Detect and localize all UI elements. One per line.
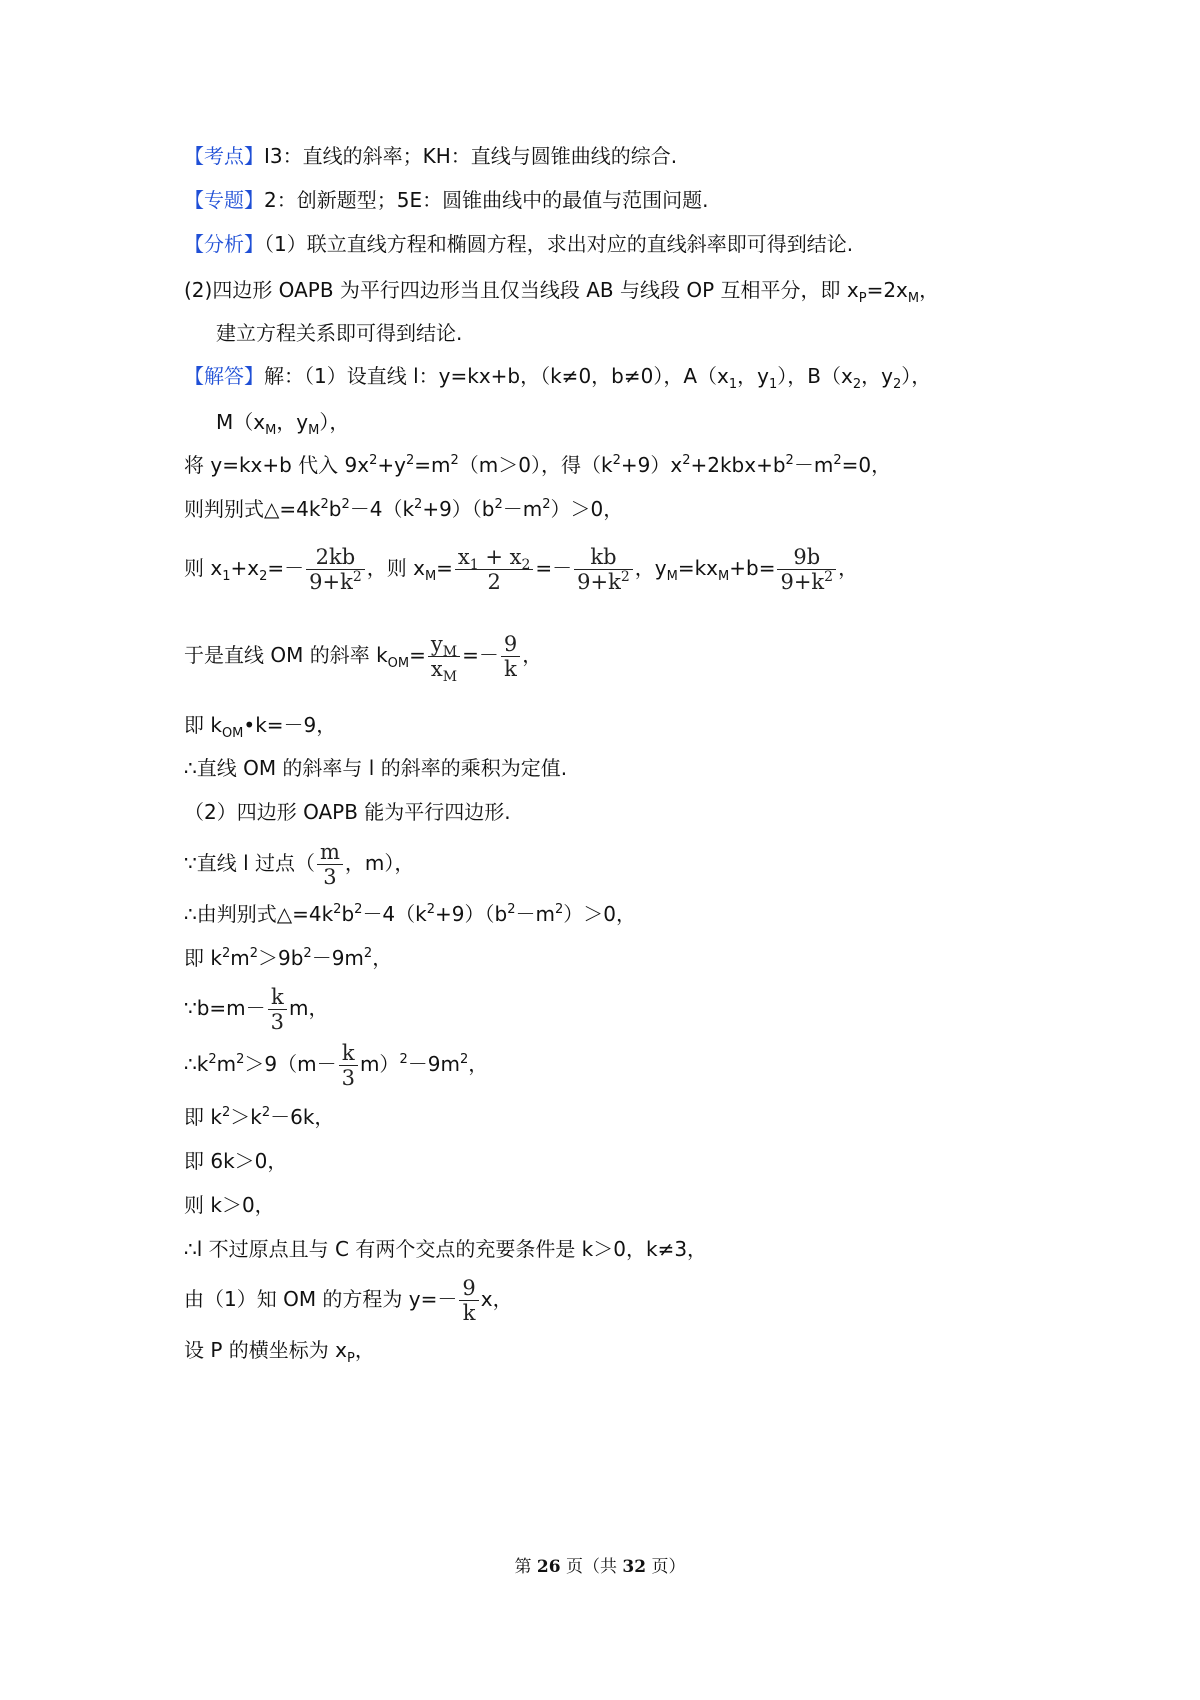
condition-line: ∴l 不过原点且与 C 有两个交点的充要条件是 k＞0，k≠3， — [184, 1237, 708, 1261]
discriminant-line-2: ∴由判别式$\triangle=4k^2b^2-4(k^2+9)(b^2-m^2)>0$， — [184, 902, 636, 926]
frac-yx: $\frac{y_M}{x_M}$ — [428, 632, 460, 681]
m-def-line: $M(x_M$，$y_M$）， — [216, 410, 350, 438]
zhuanti-text: 2：创新题型；5E：圆锥曲线中的最值与范围问题. — [264, 188, 709, 212]
frac-9-k: $\frac{9}{k}$ — [501, 632, 520, 681]
line-passes-point: ∵直线 l 过点（ $\frac{m}{3}$ ，m）， — [184, 840, 415, 889]
inequality-3: 即 $k^2>k^2-6k$， — [184, 1105, 335, 1129]
fenxi-part2-line: (2)四边形 OAPB 为平行四边形当且仅当线段 AB 与线段 OP 互相平分，即 $x_P=2x_M$， — [184, 278, 940, 306]
conclusion-1: ∴直线 OM 的斜率与 l 的斜率的乘积为定值. — [184, 756, 568, 780]
page-footer: 第 26 页（共 32 页） — [514, 1557, 686, 1577]
jieda-tag: 【解答】 — [184, 364, 264, 388]
kaodian-tag: 【考点】 — [184, 144, 264, 168]
p-abscissa: 设 P 的横坐标为 $x_P$， — [184, 1338, 375, 1366]
frac-k-3: $\frac{k}{3}$ — [268, 985, 287, 1034]
fenxi-part2-cont: 建立方程关系即可得到结论. — [216, 321, 463, 345]
jieda-line: 【解答】解：（1）设直线 l：y=kx+b，（k≠0，b≠0），$A(x_1$，$y_1$），$B(x_2$，$y_2$）， — [184, 364, 932, 392]
discriminant-line: 则判别式$\triangle=4k^2b^2-4(k^2+9)(b^2-m^2)>0$， — [184, 497, 624, 521]
frac-9b: $\frac{9b}{9+k^2}$ — [777, 545, 836, 594]
frac-midpoint: $\frac{x_1 + x_2}{2}$ — [455, 545, 533, 594]
inequality-2: $\therefore k^2m^2>9(m-$ $\frac{k}{3}$ $m)^2-9m^2$， — [184, 1041, 489, 1090]
zhuanti-tag: 【专题】 — [184, 188, 264, 212]
slope-line: 于是直线 OM 的斜率 $k_{OM}=$ $\frac{y_M}{x_M}$ =－ $\frac{9}{k}$ ， — [184, 632, 543, 685]
frac-9-k-b: $\frac{9}{k}$ — [459, 1276, 478, 1325]
fenxi-line — [184, 234, 853, 254]
frac-m-3: $\frac{m}{3}$ — [317, 840, 343, 889]
inequality-1: 即 $k^2m^2>9b^2-9m^2$， — [184, 946, 393, 970]
fenxi-tag: 【分析】 — [184, 232, 264, 256]
om-equation: 由（1）知 OM 的方程为 y=－ $\frac{9}{k}$ x， — [184, 1276, 513, 1325]
frac-k-3-b: $\frac{k}{3}$ — [339, 1041, 358, 1090]
frac-kb: $\frac{kb}{9+k^2}$ — [574, 545, 633, 594]
inequality-5: 则 k＞0， — [184, 1193, 275, 1217]
product-line: 即 $k_{OM}•k=-9$， — [184, 713, 337, 741]
inequality-4: 即 6k＞0， — [184, 1149, 288, 1173]
part2-title: （2）四边形 OAPB 能为平行四边形. — [184, 800, 511, 824]
b-definition: ∵b=m－ $\frac{k}{3}$ m， — [184, 985, 329, 1034]
page-total: 32 — [622, 1557, 647, 1577]
fenxi-text: （1）联立直线方程和椭圆方程，求出对应的直线斜率即可得到结论. — [264, 232, 854, 256]
page-number: 26 — [536, 1557, 561, 1577]
frac-2kb: $\frac{2kb}{9+k^2}$ — [306, 545, 365, 594]
vieta-line: 则 $x_1+x_2=-$ $\frac{2kb}{9+k^2}$ ，则 $x_M=$ $\frac{x_1 + x_2}{2}$ =－ $\frac{kb}{9+k^2}$ ，$y_M=kx_M+b=$ $\frac{9b}{9+k^2}$ ， — [184, 545, 859, 594]
kaodian-text: I3：直线的斜率；KH：直线与圆锥曲线的综合. — [264, 144, 678, 168]
substitution-line: 将 y=kx+b 代入 $9x^2+y^2=m^2(m>0)$，得$(k^2+9)x^2+2kbx+b^2-m^2=0$， — [184, 453, 892, 477]
kaodian-line — [184, 146, 677, 166]
zhuanti-line — [184, 190, 708, 210]
